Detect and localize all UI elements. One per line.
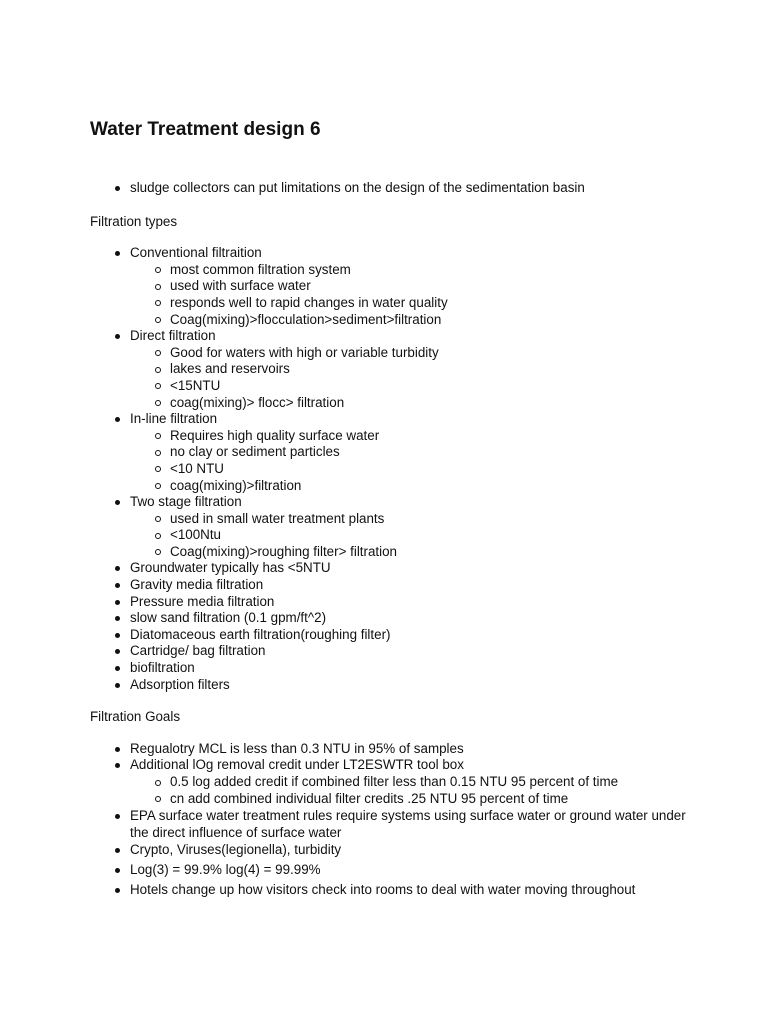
list-item-text: Additional lOg removal credit under LT2ESWTR tool box [130, 757, 464, 773]
circle-bullet-icon [155, 450, 161, 456]
list-item-text: Regualotry MCL is less than 0.3 NTU in 95% of samples [130, 740, 464, 756]
sub-list-item-text: used in small water treatment plants [170, 510, 385, 526]
list-item [90, 610, 690, 627]
bullet-icon [115, 649, 120, 654]
sub-list-item-text: Coag(mixing)>roughing filter> filtration [170, 543, 398, 559]
sub-list-item-text: no clay or sediment particles [170, 444, 340, 460]
list-item-text: Crypto, Viruses(legionella), turbidity [130, 842, 342, 858]
list-item [90, 660, 690, 677]
filtration-goals-list [90, 741, 690, 898]
list-item-text: Hotels change up how visitors check into rooms to deal with water moving throughout [130, 881, 636, 897]
sub-list-item-text: coag(mixing)> flocc> filtration [170, 394, 345, 410]
list-item-text: Diatomaceous earth filtration(roughing filter) [130, 626, 391, 642]
section-heading-filtration-goals: Filtration Goals [90, 709, 181, 725]
circle-bullet-icon [155, 533, 161, 539]
bullet-icon [115, 633, 120, 638]
list-item-text: Two stage filtration [130, 494, 242, 510]
bullet-icon [115, 747, 120, 752]
sub-list [130, 262, 690, 328]
circle-bullet-icon [155, 483, 161, 489]
list-item-text: Log(3) = 99.9% log(4) = 99.99% [130, 861, 321, 877]
list-item-text: Groundwater typically has <5NTU [130, 560, 331, 576]
bullet-icon [115, 666, 120, 671]
sub-list-item [130, 378, 690, 395]
sub-list-item [130, 361, 690, 378]
sub-list-item-text: <10 NTU [170, 460, 224, 476]
sub-list-item [130, 511, 690, 528]
sub-list-item-text: Good for waters with high or variable turbidity [170, 344, 439, 360]
bullet-icon [115, 888, 120, 893]
list-item [90, 808, 690, 841]
bullet-icon [115, 616, 120, 621]
bullet-icon [115, 600, 120, 605]
intro-list [90, 180, 690, 197]
circle-bullet-icon [155, 780, 161, 786]
sub-list-item-text: 0.5 log added credit if combined filter less than 0.15 NTU 95 percent of time [170, 774, 619, 789]
bullet-icon [115, 814, 120, 819]
list-item [90, 560, 690, 577]
list-item [90, 328, 690, 411]
sub-list-item [130, 544, 690, 561]
list-item [90, 842, 690, 859]
bullet-icon [115, 251, 120, 256]
sub-list-item-text: responds well to rapid changes in water quality [170, 294, 448, 310]
bullet-icon [115, 417, 120, 422]
circle-bullet-icon [155, 317, 161, 323]
circle-bullet-icon [155, 367, 161, 373]
list-item-text: biofiltration [130, 660, 195, 676]
list-item [90, 627, 690, 644]
circle-bullet-icon [155, 383, 161, 389]
sub-list-item-text: Requires high quality surface water [170, 427, 380, 443]
sub-list-item-text: Coag(mixing)>flocculation>sediment>filtration [170, 311, 442, 327]
list-item-text: EPA surface water treatment rules require systems using surface water or ground water under the direct influence of surface water [130, 808, 686, 840]
circle-bullet-icon [155, 284, 161, 290]
sub-list-item-text: lakes and reservoirs [170, 361, 290, 377]
bullet-icon [115, 763, 120, 768]
list-item-text: In-line filtration [130, 411, 218, 427]
sub-list-item-text: coag(mixing)>filtration [170, 477, 302, 493]
sub-list-item [130, 791, 690, 808]
bullet-icon [115, 848, 120, 853]
section-heading-filtration-types: Filtration types [90, 213, 178, 229]
bullet-icon [115, 868, 120, 873]
sub-list-item-text: used with surface water [170, 278, 311, 294]
circle-bullet-icon [155, 300, 161, 306]
circle-bullet-icon [155, 549, 161, 555]
sub-list-item [130, 262, 690, 279]
bullet-icon [115, 500, 120, 505]
page-title: Water Treatment design 6 [90, 119, 321, 140]
bullet-icon [115, 334, 120, 339]
sub-list [130, 428, 690, 494]
circle-bullet-icon [155, 466, 161, 472]
sub-list-item-text: cn add combined individual filter credits .25 NTU 95 percent of time [170, 790, 569, 806]
sub-list [130, 511, 690, 561]
list-item-text: slow sand filtration (0.1 gpm/ft^2) [130, 610, 327, 626]
circle-bullet-icon [155, 796, 161, 802]
list-item-text: Cartridge/ bag filtration [130, 643, 266, 659]
bullet-icon [115, 683, 120, 688]
list-item [90, 411, 690, 494]
list-item-text: sludge collectors can put limitations on the design of the sedimentation basin [130, 180, 585, 195]
sub-list-item [130, 428, 690, 445]
sub-list-item [130, 774, 690, 791]
sub-list-item [130, 395, 690, 412]
list-item [90, 180, 690, 197]
sub-list-item [130, 527, 690, 544]
list-item [90, 862, 690, 879]
filtration-types-list [90, 245, 690, 693]
list-item-text: Conventional filtraition [130, 245, 262, 261]
sub-list-item-text: most common filtration system [170, 261, 351, 277]
bullet-icon [115, 566, 120, 571]
list-item-text: Gravity media filtration [130, 577, 264, 593]
sub-list-item [130, 278, 690, 295]
circle-bullet-icon [155, 433, 161, 439]
sub-list-item [130, 461, 690, 478]
list-item [90, 741, 690, 758]
list-item [90, 677, 690, 694]
sub-list-item [130, 345, 690, 362]
bullet-icon [115, 186, 120, 191]
sub-list-item [130, 295, 690, 312]
list-item-text: Adsorption filters [130, 676, 230, 692]
list-item [90, 594, 690, 611]
list-item [90, 577, 690, 594]
list-item [90, 882, 690, 899]
document-page [90, 116, 690, 898]
list-item [90, 494, 690, 560]
sub-list-item [130, 444, 690, 461]
circle-bullet-icon [155, 267, 161, 273]
sub-list-item [130, 478, 690, 495]
sub-list-item-text: <15NTU [170, 377, 221, 393]
sub-list-item-text: <100Ntu [170, 527, 221, 543]
list-item [90, 643, 690, 660]
bullet-icon [115, 583, 120, 588]
sub-list [130, 774, 690, 807]
sub-list [130, 345, 690, 411]
list-item-text: Direct filtration [130, 328, 216, 344]
sub-list-item [130, 312, 690, 329]
circle-bullet-icon [155, 516, 161, 522]
circle-bullet-icon [155, 350, 161, 356]
list-item [90, 245, 690, 328]
circle-bullet-icon [155, 400, 161, 406]
list-item [90, 757, 690, 807]
list-item-text: Pressure media filtration [130, 593, 275, 609]
